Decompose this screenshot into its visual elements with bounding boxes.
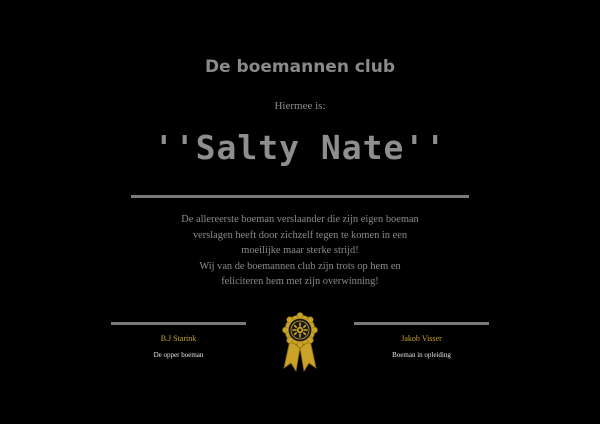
body-line: Wij van de boemannen club zijn trots op hem en <box>199 260 401 272</box>
signatory-title-right: Boeman in opleiding <box>392 351 451 359</box>
awardee-name: ''Salty Nate'' <box>153 128 447 167</box>
award-rosette-icon <box>276 310 324 374</box>
signatory-name-left: B.J Starink <box>160 334 197 343</box>
signature-line-left <box>111 322 246 325</box>
signatory-title-left: De opper boeman <box>153 351 204 359</box>
body-line: De allereerste boeman verslaander die zijn eigen boeman <box>181 214 419 225</box>
club-name: De boemannen club <box>204 57 396 77</box>
body-line: verslagen heeft door zichzelf tegen te komen in een <box>192 229 408 241</box>
body-line: feliciteren hem met zijn overwinning! <box>221 276 379 288</box>
signature-line-right <box>354 322 489 325</box>
title-divider <box>131 195 469 198</box>
body-line: moeilijke maar sterke strijd! <box>241 245 359 257</box>
signatory-name-right: Jakob Visser <box>401 334 442 343</box>
certificate-body <box>150 212 450 290</box>
intro-text: Hiermee is: <box>274 100 326 112</box>
